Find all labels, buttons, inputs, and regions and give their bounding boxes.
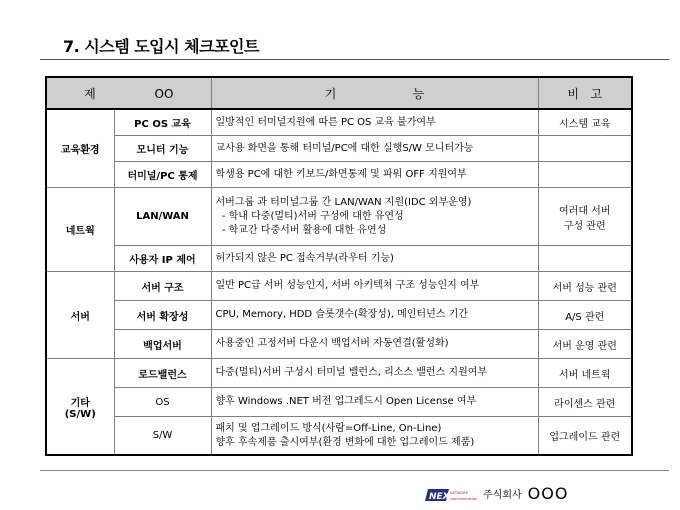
note-cell: 라이센스 관련 [538,388,632,417]
note-cell [538,162,632,188]
note-cell: A/S 관련 [538,301,632,330]
category-cell: 서버 [46,272,114,359]
sub-item-cell: 백업서버 [114,330,211,359]
function-cell: 허가되지 않은 PC 접속거부(라우터 기능) [211,246,538,272]
note-cell: 여러대 서버 구성 관련 [538,188,632,246]
function-cell: 패치 및 업그레이드 방식(사람=Off-Line, On-Line) 향후 후속제품 출시여부(환경 변화에 대한 업그레이드 제품) [211,417,538,456]
function-cell: 학생용 PC에 대한 키보드/화면통제 및 파워 OFF 지원여부 [211,162,538,188]
table-row [46,272,632,301]
note-cell [538,246,632,272]
company-label: 주식회사 [483,490,522,501]
header-note: 비 고 [538,77,632,109]
function-cell: 교사용 화면을 통해 터미널/PC에 대한 실행S/W 모니터가능 [211,136,538,162]
footer-divider [40,470,669,471]
table-row [46,188,632,246]
function-cell: 향후 Windows .NET 버전 업그레드시 Open License 여부 [211,388,538,417]
table-row [46,330,632,359]
company-logo [425,487,479,501]
table-row [46,388,632,417]
sub-item-cell: PC OS 교육 [114,109,211,136]
table-row [46,246,632,272]
category-cell: 네트웍 [46,188,114,272]
note-cell: 서버 네트웍 [538,359,632,388]
svg-text:NETWORK: NETWORK [450,490,468,495]
sub-item-cell: S/W [114,417,211,456]
note-cell: 서버 성능 관련 [538,272,632,301]
table-row [46,162,632,188]
function-cell: 사용중인 고정서버 다운시 백업서버 자동연결(활성화) [211,330,538,359]
category-cell: 교육환경 [46,109,114,188]
header-function: 기 능 [211,77,538,109]
sub-item-cell: OS [114,388,211,417]
sub-item-cell: 모니터 기능 [114,136,211,162]
table-row [46,417,632,456]
footer [425,484,568,503]
function-cell: 일반 PC급 서버 성능인지, 서버 아키텍쳐 구조 성능인지 여부 [211,272,538,301]
checkpoint-table [45,76,633,456]
svg-text:NEX: NEX [429,491,450,502]
function-cell: CPU, Memory, HDD 슬롯갯수(확장성), 메인터넌스 기간 [211,301,538,330]
table-row [46,301,632,330]
sub-item-cell: 사용자 IP 제어 [114,246,211,272]
function-cell: 서버그룹 과 터미널그룹 간 LAN/WAN 지원(IDC 외부운영) - 학내 다중(멀티)서버 구성에 대한 유연성 - 학교간 다중서버 활용에 대한 유연성 [211,188,538,246]
note-cell [538,136,632,162]
sub-item-cell: 서버 확장성 [114,301,211,330]
title-underline [40,59,669,60]
sub-item-cell: 터미널/PC 통제 [114,162,211,188]
company-name: OOO [527,484,569,503]
header-category: 제 OO [46,77,211,109]
note-cell: 업그레이드 관련 [538,417,632,456]
function-cell: 일방적인 터미널지원에 따른 PC OS 교육 불가여부 [211,109,538,136]
sub-item-cell: LAN/WAN [114,188,211,246]
function-cell: 다중(멀티)서버 구성시 터미널 밸런스, 리소스 밸런스 지원여부 [211,359,538,388]
svg-text:communication: communication [450,496,478,501]
sub-item-cell: 로드밸런스 [114,359,211,388]
category-cell: 기타 (S/W) [46,359,114,456]
note-cell: 시스템 교육 [538,109,632,136]
note-cell: 서버 운영 관련 [538,330,632,359]
page-title: 7. 시스템 도입시 체크포인트 [63,37,259,56]
table-row [46,109,632,136]
sub-item-cell: 서버 구조 [114,272,211,301]
table-row [46,136,632,162]
table-row [46,359,632,388]
